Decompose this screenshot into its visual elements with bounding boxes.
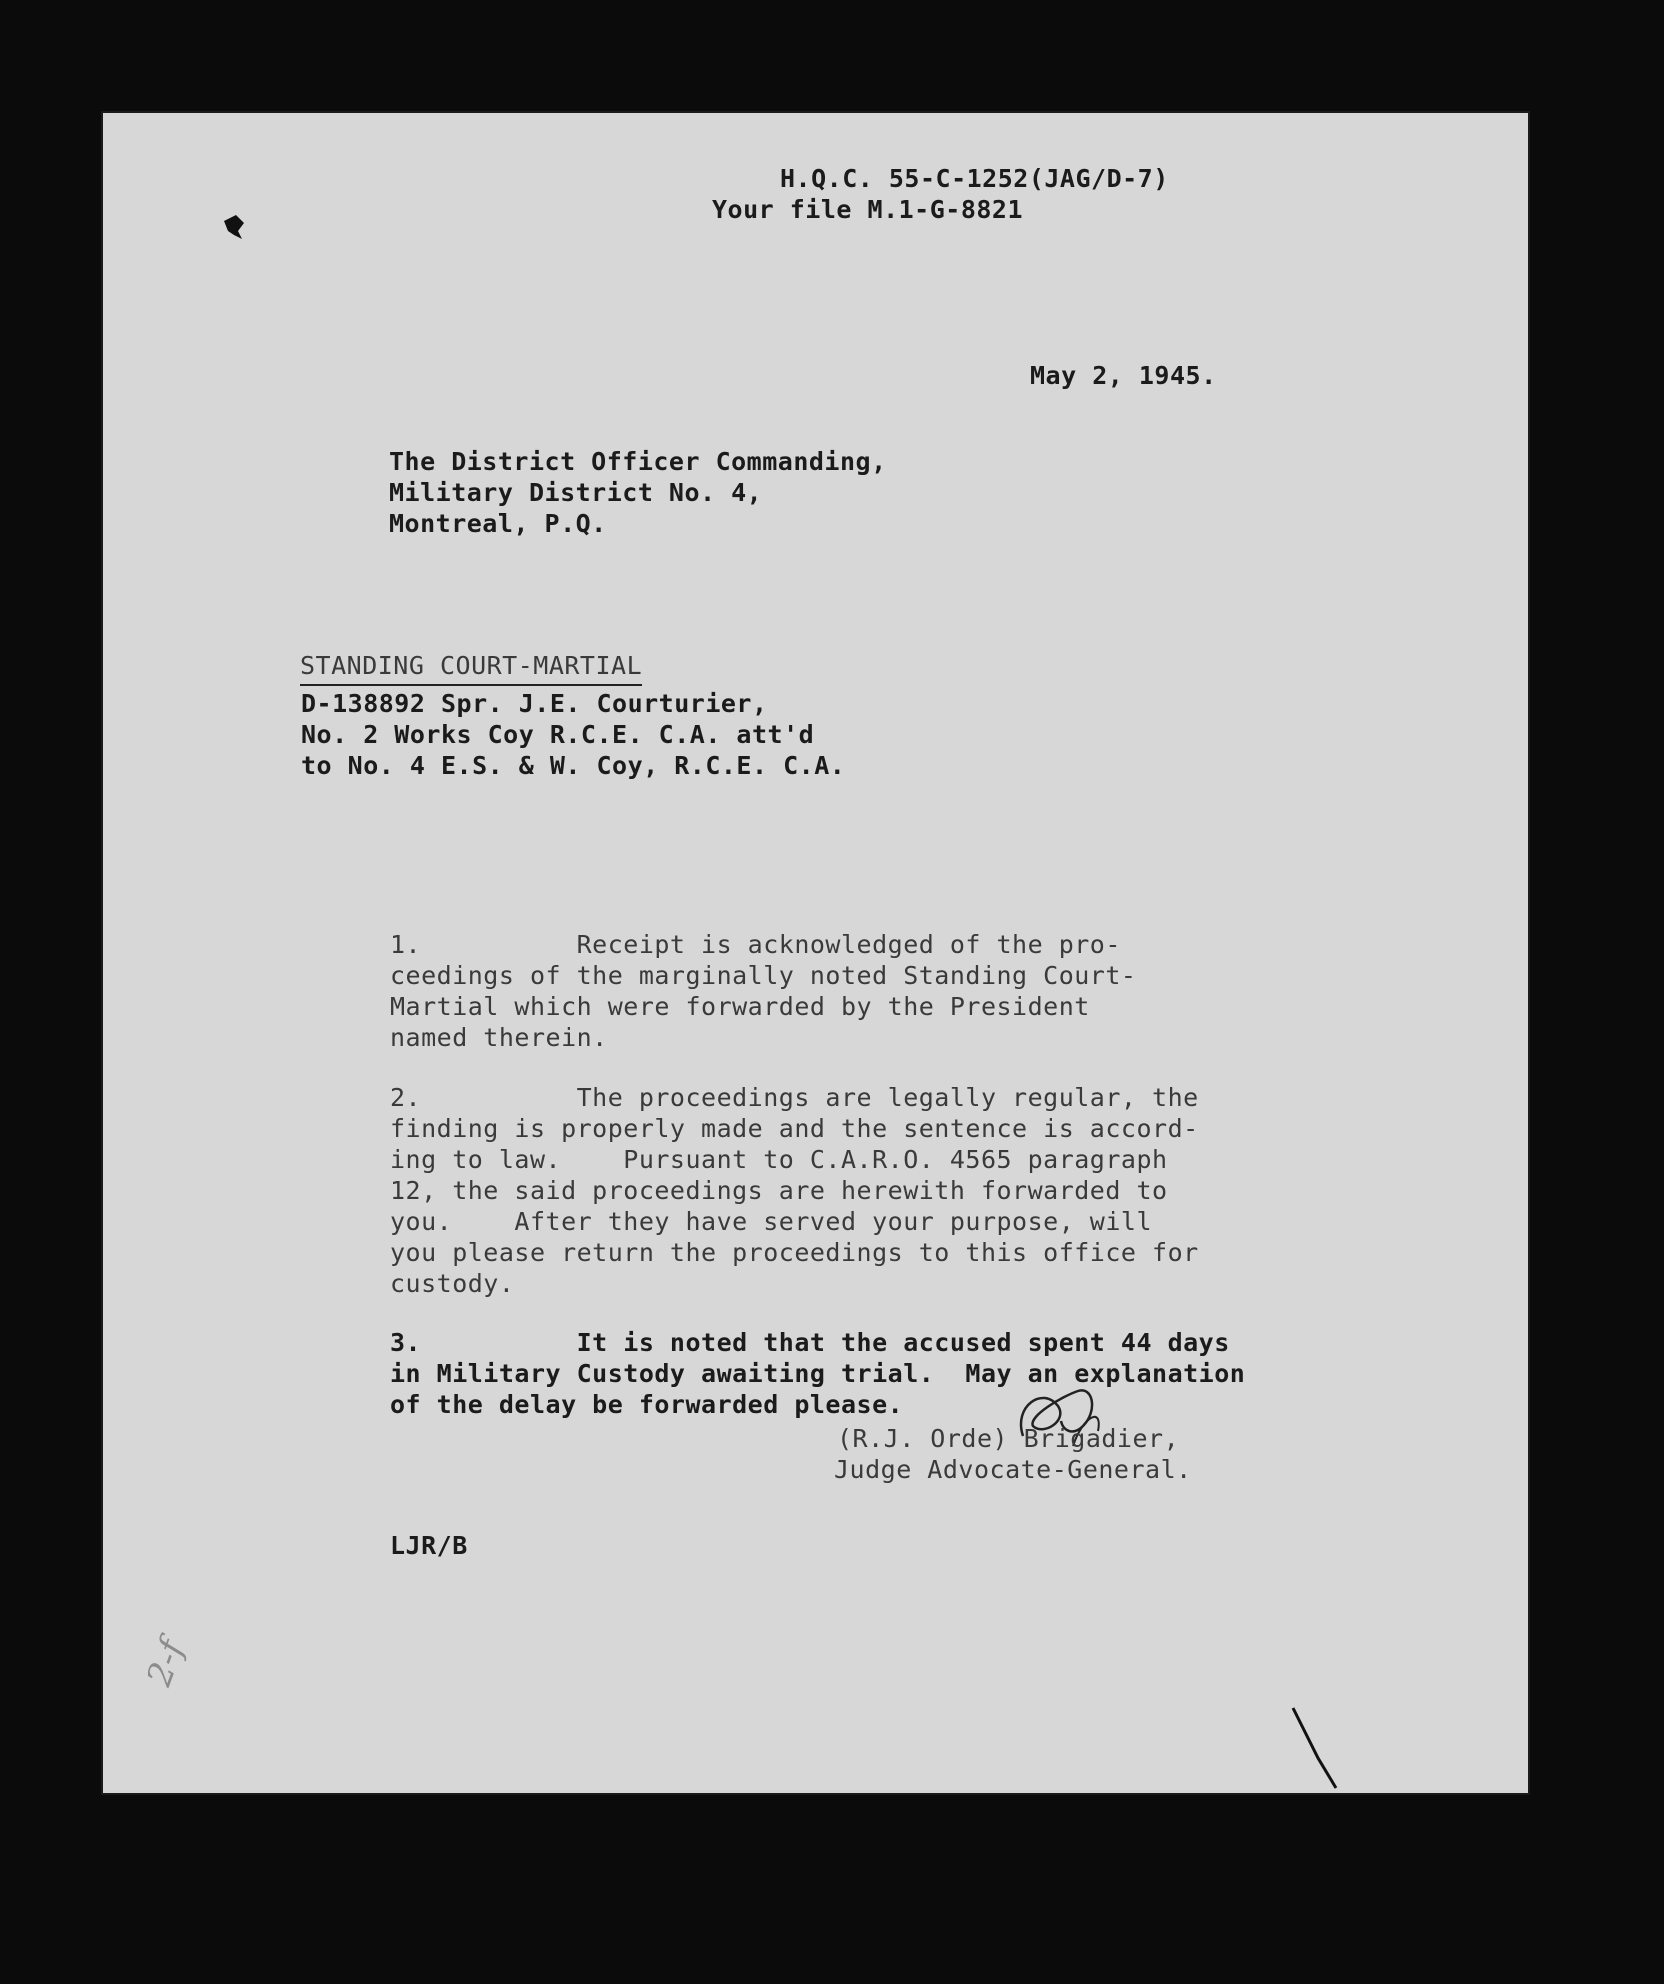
para-1-line-2: ceedings of the marginally noted Standing Court- [390, 961, 1137, 990]
para-2-line-7: custody. [390, 1269, 515, 1298]
signature-title: Judge Advocate-General. [834, 1455, 1192, 1484]
para-1-line-4: named therein. [390, 1023, 608, 1052]
para-1-line-1: 1. Receipt is acknowledged of the pro- [390, 930, 1121, 959]
para-2-line-6: you please return the proceedings to this office for [390, 1238, 1199, 1267]
signature-name: (R.J. Orde) Brigadier, [837, 1424, 1180, 1453]
para-2-line-3: ing to law. Pursuant to C.A.R.O. 4565 paragraph [390, 1145, 1168, 1174]
your-file-reference: Your file M.1-G-8821 [712, 195, 1024, 224]
subject-line-3: to No. 4 E.S. & W. Coy, R.C.E. C.A. [301, 751, 846, 780]
addressee-line-1: The District Officer Commanding, [389, 447, 887, 476]
addressee-line-3: Montreal, P.Q. [389, 509, 607, 538]
file-reference: H.Q.C. 55-C-1252(JAG/D-7) [780, 164, 1169, 193]
margin-note: 2-f [139, 1634, 193, 1692]
pen-stroke-icon [1288, 1703, 1348, 1793]
typist-initials: LJR/B [390, 1531, 468, 1560]
subject-title: STANDING COURT-MARTIAL [300, 650, 642, 686]
para-2-line-1: 2. The proceedings are legally regular, the [390, 1083, 1199, 1112]
ink-mark-icon [220, 213, 250, 245]
subject-line-2: No. 2 Works Coy R.C.E. C.A. att'd [301, 720, 815, 749]
para-2-line-5: you. After they have served your purpose, will [390, 1207, 1153, 1236]
para-3-line-2: in Military Custody awaiting trial. May an explanation [390, 1359, 1246, 1388]
para-2-line-2: finding is properly made and the sentence is accord- [390, 1114, 1199, 1143]
para-3-line-3: of the delay be forwarded please. [390, 1390, 904, 1419]
para-3-line-1: 3. It is noted that the accused spent 44 days [390, 1328, 1230, 1357]
addressee-line-2: Military District No. 4, [389, 478, 763, 507]
para-2-line-4: 12, the said proceedings are herewith forwarded to [390, 1176, 1168, 1205]
para-1-line-3: Martial which were forwarded by the President [390, 992, 1090, 1021]
letter-page [103, 113, 1528, 1793]
letter-date: May 2, 1945. [1030, 361, 1217, 390]
subject-line-1: D-138892 Spr. J.E. Courturier, [301, 689, 768, 718]
